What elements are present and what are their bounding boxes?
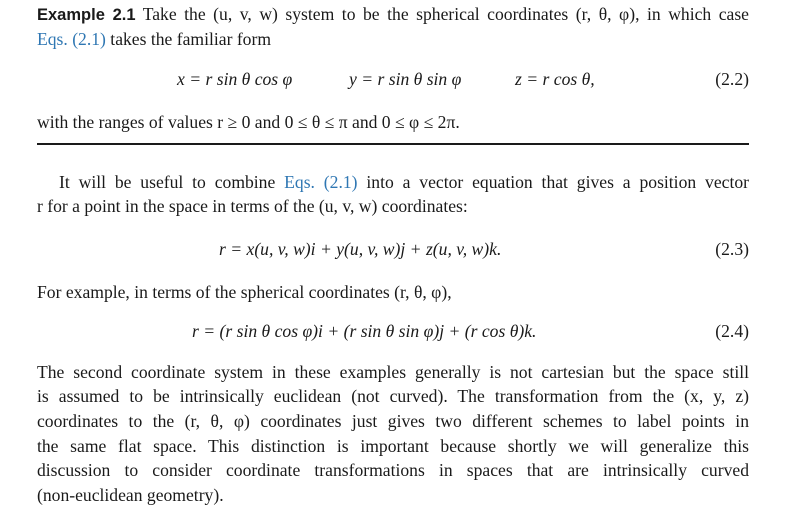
equation-2-2 <box>37 66 749 92</box>
equation-number: (2.3) <box>715 239 749 259</box>
paragraph-1-line-2 <box>37 194 749 218</box>
paragraph-3-line-1 <box>37 360 749 384</box>
example-divider <box>37 143 749 145</box>
example-intro-text: Take the (u, v, w) system to be the spherical coordinates (r, θ, φ), in which case <box>142 4 749 24</box>
ranges-text: with the ranges of values r ≥ 0 and 0 ≤ θ ≤ π and 0 ≤ φ ≤ 2π. <box>37 112 460 132</box>
paragraph-3-line-5 <box>37 458 749 482</box>
equation-number: (2.2) <box>715 69 749 89</box>
paragraph-3-text: The second coordinate system in these examples generally is not cartesian but the space still <box>37 362 749 382</box>
paragraph-1-text-pre: It will be useful to combine <box>59 172 285 192</box>
paragraph-2 <box>37 280 749 304</box>
equation-y: y = r sin θ sin φ <box>349 69 462 89</box>
paragraph-1-text-2: r for a point in the space in terms of the (u, v, w) coordinates: <box>37 196 468 216</box>
equation-x: x = r sin θ cos φ <box>177 69 293 89</box>
paragraph-2-text: For example, in terms of the spherical coordinates (r, θ, φ), <box>37 282 452 302</box>
example-line-2-text: takes the familiar form <box>105 29 272 49</box>
equation-link[interactable]: Eqs. (2.1) <box>284 172 358 192</box>
paragraph-3-line-3 <box>37 409 749 433</box>
paragraph-3-text: (non-euclidean geometry). <box>37 485 224 505</box>
paragraph-1-line-1 <box>59 170 749 194</box>
paragraph-3-text: coordinates to the (r, θ, φ) coordinates just gives two different schemes to label points in <box>37 411 749 431</box>
paragraph-3-text: is assumed to be intrinsically euclidean (not curved). The transformation from the (x, y, z) <box>37 386 749 406</box>
equation-position-vector: r = x(u, v, w)i + y(u, v, w)j + z(u, v, w)k. <box>219 239 502 259</box>
equation-z: z = r cos θ, <box>515 69 595 89</box>
equation-spherical-vector: r = (r sin θ cos φ)i + (r sin θ sin φ)j + (r cos θ)k. <box>192 321 537 341</box>
example-label: Example 2.1 <box>37 6 136 24</box>
paragraph-3-text: discussion to consider coordinate transformations in spaces that are intrinsically curved <box>37 460 749 480</box>
paragraph-3-line-6 <box>37 483 749 507</box>
paragraph-3-text: the same flat space. This distinction is important because shortly we will generalize this <box>37 436 749 456</box>
paragraph-3-line-4 <box>37 434 749 458</box>
equation-link[interactable]: Eqs. (2.1) <box>37 29 106 49</box>
ranges-line <box>37 110 749 134</box>
example-line-2 <box>37 27 749 51</box>
example-line-1 <box>37 2 749 27</box>
paragraph-1-text-post: into a vector equation that gives a position vector <box>357 172 749 192</box>
paragraph-3-line-2 <box>37 384 749 408</box>
equation-2-4 <box>37 318 749 344</box>
equation-2-3 <box>37 236 749 262</box>
equation-number: (2.4) <box>715 321 749 341</box>
